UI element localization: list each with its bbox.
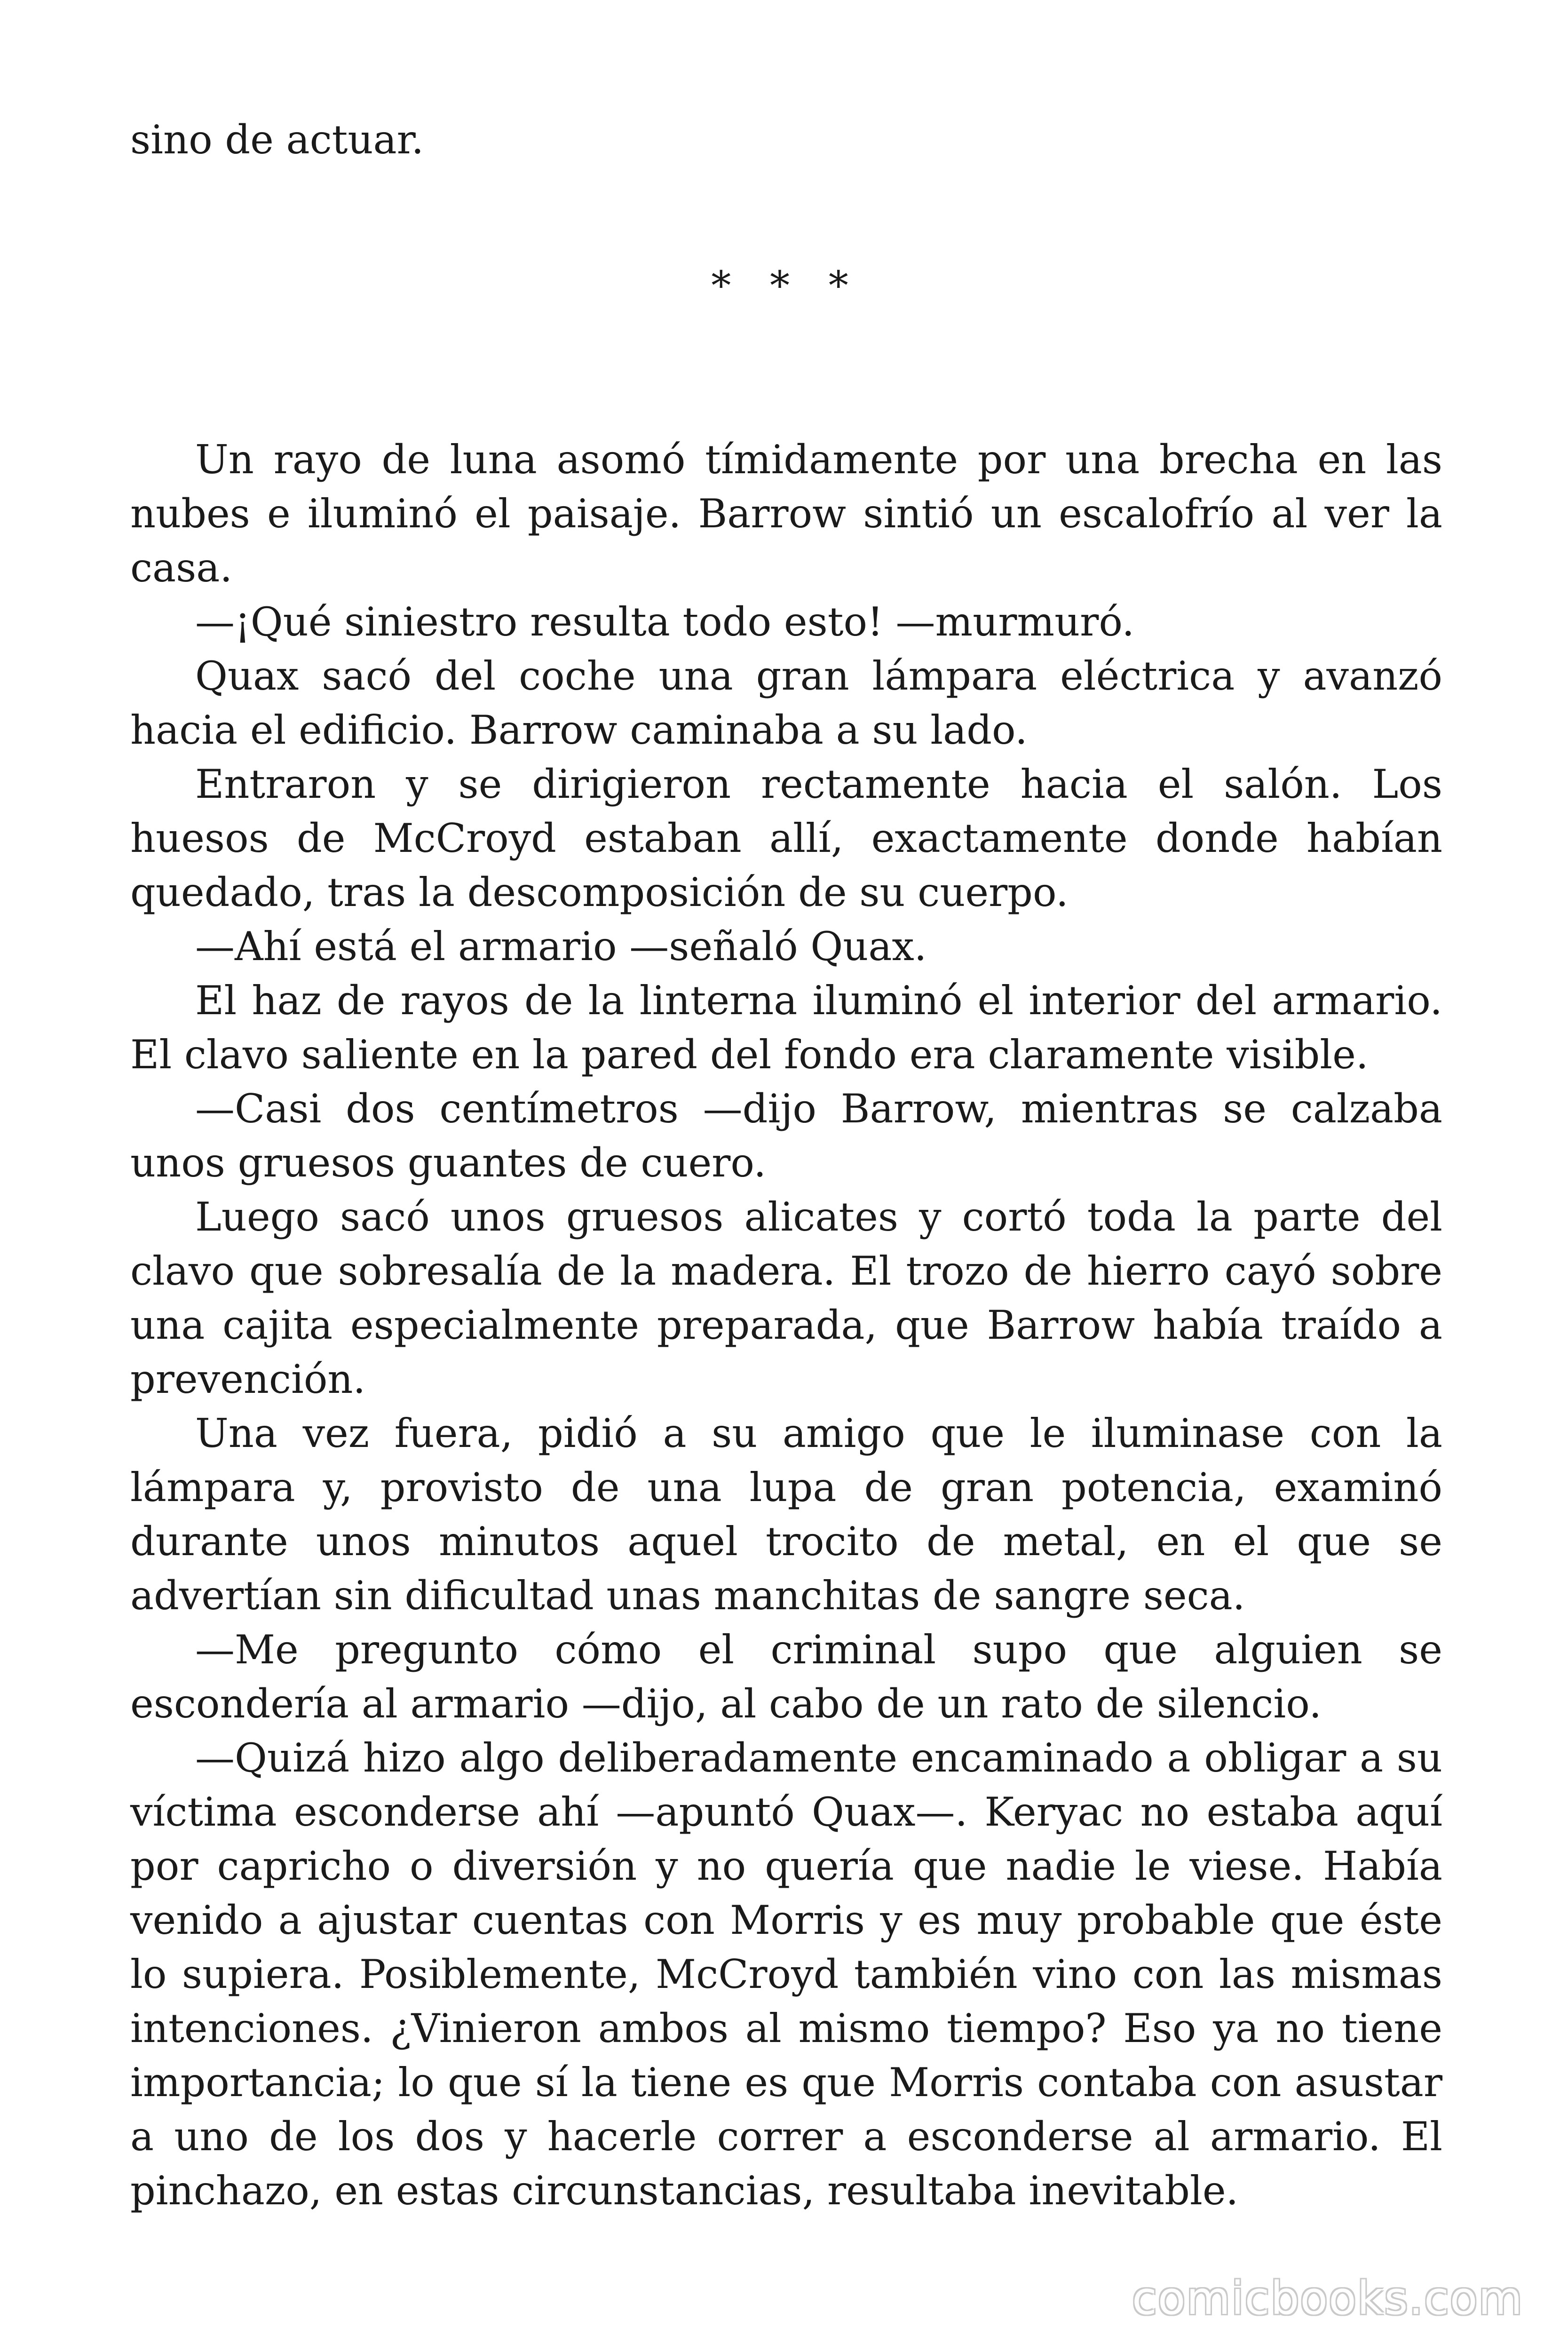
paragraph: —Ahí está el armario —señaló Quax. (195, 923, 927, 969)
paragraph: Entraron y se dirigieron rectamente hacia el salón. Los huesos de McCroyd estaban allí, exactamente donde habían quedado, tras la descomposición de su cuerpo. (130, 761, 1442, 915)
paragraph: —Me pregunto cómo el criminal supo que alguien se escondería al armario —dijo, al cabo de un rato de silencio. (130, 1627, 1442, 1727)
paragraph: —Casi dos centímetros —dijo Barrow, mientras se calzaba unos gruesos guantes de cuero. (130, 1086, 1442, 1186)
paragraph: Un rayo de luna asomó tímidamente por una brecha en las nubes e iluminó el paisaje. Barrow sintió un escalofrío al ver la casa. (130, 437, 1442, 591)
paragraph: —¡Qué siniestro resulta todo esto! —murmuró. (195, 599, 1135, 645)
book-page (130, 113, 1442, 2218)
paragraph: Luego sacó unos gruesos alicates y cortó toda la parte del clavo que sobresalía de la madera. El trozo de hierro cayó sobre una cajita especialmente preparada, que Barrow había traído a prevención. (130, 1194, 1442, 1402)
opening-line: sino de actuar. (130, 117, 424, 163)
section-separator: * * * (711, 262, 862, 309)
paragraph: Quax sacó del coche una gran lámpara eléctrica y avanzó hacia el edificio. Barrow caminaba a su lado. (130, 653, 1442, 753)
paragraph: —Quizá hizo algo deliberadamente encaminado a obligar a su víctima esconderse ahí —apuntó Quax—. Keryac no estaba aquí por capricho o diversión y no quería que nadie le viese. Había venido a ajustar cuentas con Morris y es muy probable que éste lo supiera. Posiblemente, McCroyd también vino con las mismas intenciones. ¿Vinieron ambos al mismo tiempo? Eso ya no tiene importancia; lo que sí la tiene es que Morris contaba con asustar a uno de los dos y hacerle correr a esconderse al armario. El pinchazo, en estas circunstancias, resultaba inevitable. (130, 1735, 1442, 2214)
watermark: comicbooks.com (1132, 2272, 1523, 2325)
paragraph: El haz de rayos de la linterna iluminó el interior del armario. El clavo saliente en la pared del fondo era claramente visible. (130, 977, 1442, 1078)
paragraph: Una vez fuera, pidió a su amigo que le iluminase con la lámpara y, provisto de una lupa de gran potencia, examinó durante unos minutos aquel trocito de metal, en el que se advertían sin dificultad unas manchitas de sangre seca. (130, 1410, 1442, 1619)
